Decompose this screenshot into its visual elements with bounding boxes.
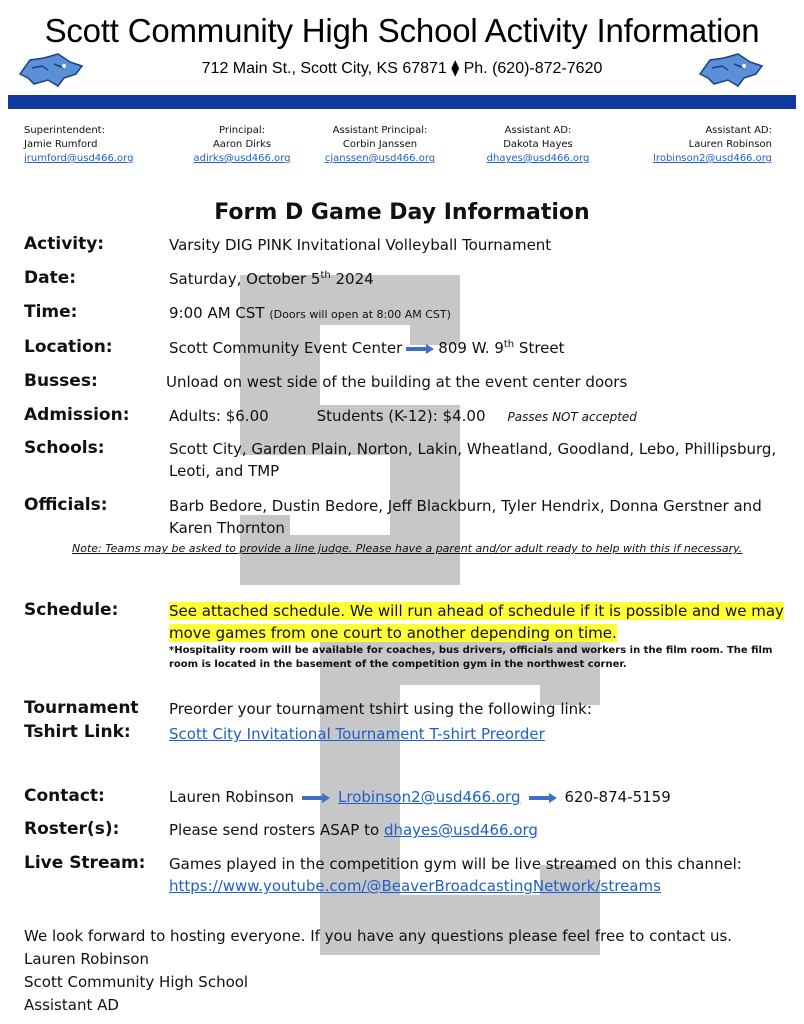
- passes-note: Passes NOT accepted: [507, 410, 637, 424]
- tshirt-label-line1: Tournament: [24, 698, 139, 718]
- schedule-highlight-text: See attached schedule. We will run ahead of schedule if it is possible and we may move games from one court to another depending on time.: [169, 602, 784, 642]
- staff-role: Assistant AD:: [705, 125, 772, 136]
- staff-name: Aaron Dirks: [212, 139, 272, 150]
- staff-assistant-ad-hayes: [478, 124, 598, 166]
- beaver-mascot-icon: [698, 52, 764, 88]
- staff-email-link[interactable]: lrobinson2@usd466.org: [653, 153, 772, 164]
- tshirt-preorder-link[interactable]: Scott City Invitational Tournament T-shirt Preorder: [169, 725, 545, 743]
- livestream-label: Live Stream:: [24, 853, 146, 873]
- contact-phone: 620-874-5159: [564, 788, 671, 806]
- staff-principal: [192, 124, 292, 166]
- schools-value: Scott City, Garden Plain, Norton, Lakin, Wheatland, Goodland, Lebo, Phillipsburg, Leoti, and TMP: [169, 440, 777, 480]
- form-title: Form D Game Day Information: [214, 200, 590, 225]
- busses-label: Busses:: [24, 371, 98, 391]
- staff-assistant-principal: [318, 124, 442, 166]
- staff-email-link[interactable]: jrumford@usd466.org: [24, 153, 134, 164]
- roster-label: Roster(s):: [24, 819, 120, 839]
- beaver-mascot-icon: [18, 52, 84, 88]
- contact-value: [169, 786, 799, 808]
- closing-message: [24, 925, 732, 1017]
- staff-name: Dakota Hayes: [503, 139, 573, 150]
- staff-name: Corbin Janssen: [342, 139, 418, 150]
- staff-assistant-ad-robinson: [632, 124, 772, 166]
- staff-role: Principal:: [219, 125, 265, 136]
- school-address: 712 Main St., Scott City, KS 67871 ⧫ Ph. (620)-872-7620: [201, 60, 603, 77]
- staff-email-link[interactable]: cjanssen@usd466.org: [324, 153, 436, 164]
- line-judge-note: Note: Teams may be asked to provide a line judge. Please have a parent and/or adult ready to help with this if necessary.: [72, 542, 743, 555]
- location-value: Scott Community Event Center 809 W. 9th Street: [169, 339, 565, 357]
- hospitality-note: *Hospitality room will be available for coaches, bus drivers, officials and workers in the film room. The film room is located in the basement of the competition gym in the northwest corner.: [169, 645, 773, 670]
- staff-email-link[interactable]: dhayes@usd466.org: [486, 153, 590, 164]
- tshirt-label-line2: Tshirt Link:: [24, 722, 131, 742]
- schedule-label: Schedule:: [24, 600, 119, 620]
- time-label: Time:: [24, 302, 78, 322]
- arrow-right-icon: [406, 344, 434, 354]
- adults-price: Adults: $6.00: [169, 407, 269, 425]
- signature-title: Assistant AD: [24, 996, 119, 1014]
- doors-note: (Doors will open at 8:00 AM CST): [269, 308, 451, 321]
- officials-label: Officials:: [24, 495, 108, 515]
- officials-value: Barb Bedore, Dustin Bedore, Jeff Blackburn, Tyler Hendrix, Donna Gerstner and Karen Thornton: [169, 497, 762, 537]
- arrow-right-icon: [302, 793, 330, 803]
- staff-email-link[interactable]: adirks@usd466.org: [193, 153, 291, 164]
- page-title: Scott Community High School Activity Information: [44, 12, 760, 49]
- students-price: Students (K-12): $4.00: [316, 407, 486, 425]
- date-value: Saturday, October 5th 2024: [169, 270, 374, 288]
- tshirt-value: Preorder your tournament tshirt using the following link: Scott City Invitational Tournament T-shirt Preorder: [169, 698, 799, 745]
- contact-email-link[interactable]: Lrobinson2@usd466.org: [338, 788, 521, 806]
- busses-value: Unload on west side of the building at the event center doors: [166, 373, 628, 391]
- staff-superintendent: [24, 124, 133, 166]
- activity-value: Varsity DIG PINK Invitational Volleyball Tournament: [169, 236, 552, 254]
- roster-email-link[interactable]: dhayes@usd466.org: [383, 821, 538, 839]
- livestream-link[interactable]: https://www.youtube.com/@BeaverBroadcastingNetwork/streams: [169, 877, 661, 895]
- schedule-value: [169, 600, 799, 672]
- contact-name: Lauren Robinson: [169, 788, 295, 806]
- schools-label: Schools:: [24, 438, 105, 458]
- staff-role: Assistant AD:: [504, 125, 572, 136]
- activity-label: Activity:: [24, 234, 105, 254]
- livestream-value: Games played in the competition gym will be live streamed on this channel: https://www.youtube.com/@BeaverBroadcastingNetwork/streams: [169, 853, 799, 897]
- admission-value: [169, 405, 799, 428]
- contact-label: Contact:: [24, 786, 105, 806]
- signature-name: Lauren Robinson: [24, 950, 150, 968]
- header-divider-bar: [8, 95, 796, 109]
- roster-value: Please send rosters ASAP to dhayes@usd466.org: [169, 821, 538, 839]
- staff-name: Lauren Robinson: [688, 139, 772, 150]
- location-label: Location:: [24, 337, 113, 357]
- date-label: Date:: [24, 268, 77, 288]
- staff-role: Assistant Principal:: [332, 125, 428, 136]
- signature-school: Scott Community High School: [24, 973, 249, 991]
- staff-name: Jamie Rumford: [24, 139, 98, 150]
- staff-role: Superintendent:: [24, 125, 105, 136]
- time-value: 9:00 AM CST (Doors will open at 8:00 AM CST): [169, 304, 451, 322]
- admission-label: Admission:: [24, 405, 130, 425]
- closing-line: We look forward to hosting everyone. If you have any questions please feel free to contact us.: [24, 927, 733, 945]
- arrow-right-icon: [529, 793, 557, 803]
